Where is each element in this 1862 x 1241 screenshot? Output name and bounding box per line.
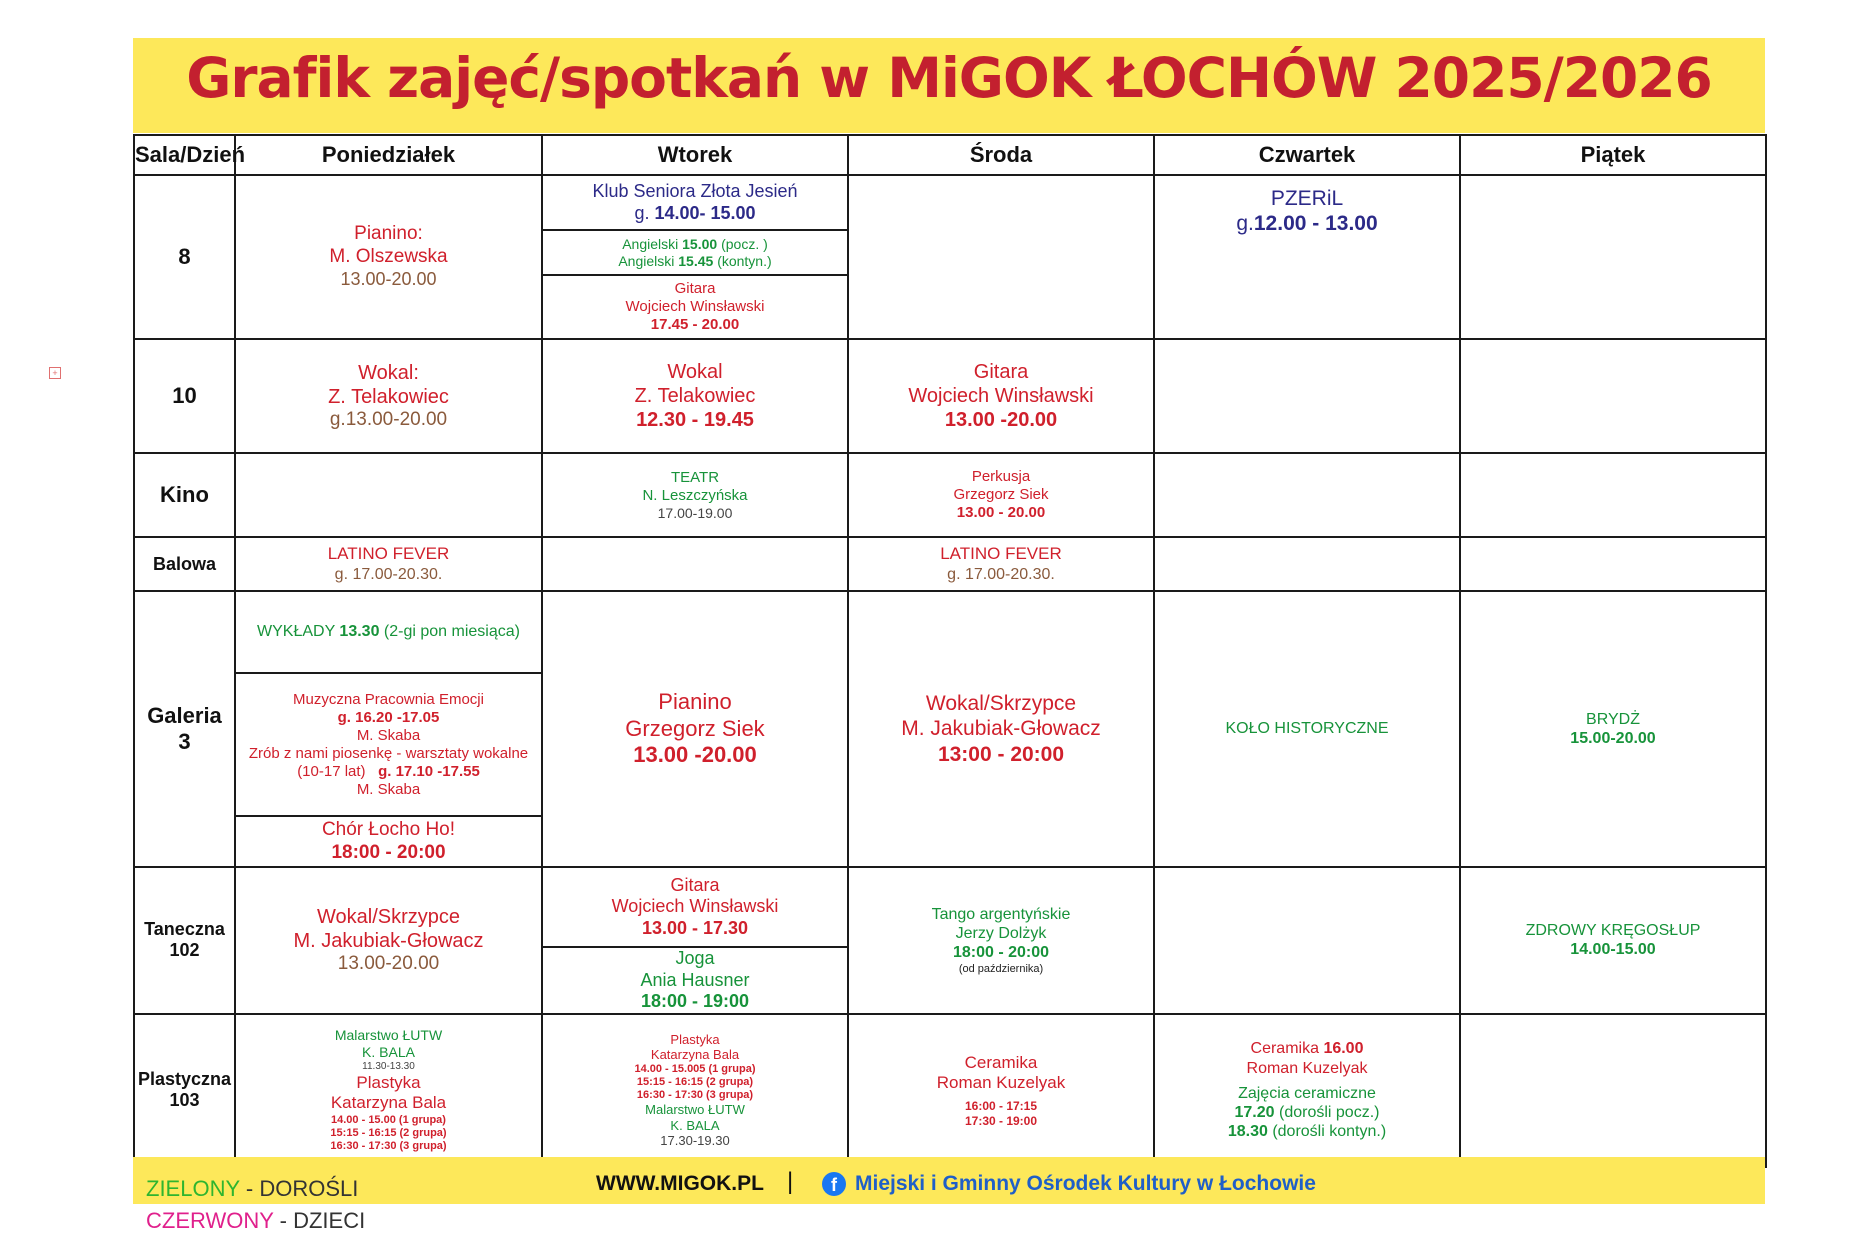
activity-time: 13.30 xyxy=(339,623,380,641)
row-room-plastyczna-103 xyxy=(134,1014,1766,1167)
activity-instructor: Wojciech Winsławski xyxy=(625,298,765,315)
cell-10-monday xyxy=(235,339,542,453)
activity-time: 13.00 -20.00 xyxy=(944,409,1058,431)
header-day-tuesday: Wtorek xyxy=(542,135,848,175)
activity-time: 18:00 - 20:00 xyxy=(331,841,446,863)
activity-block-yoga xyxy=(543,946,847,1013)
activity-title: Ceramika xyxy=(964,1052,1038,1072)
cell-10-wednesday xyxy=(848,339,1154,453)
row-room-8 xyxy=(134,175,1766,339)
activity-title: Pianino: xyxy=(354,223,423,245)
room-label-line: 3 xyxy=(178,729,191,754)
cell-taneczna-thursday xyxy=(1154,867,1460,1014)
activity-note: (dorośli kontyn.) xyxy=(1272,1123,1387,1141)
activity-time: g. 17.00-20.30. xyxy=(334,565,443,583)
activity-time-prefix: g. xyxy=(1236,212,1254,236)
anchor-marker-icon: + xyxy=(49,367,61,379)
activity-time: 16:30 - 17:30 (3 grupa) xyxy=(330,1140,447,1153)
cell-10-tuesday xyxy=(542,339,848,453)
cell-10-thursday xyxy=(1154,339,1460,453)
cell-balowa-thursday xyxy=(1154,537,1460,591)
activity-instructor: M. Skaba xyxy=(356,726,421,744)
activity-title: LATINO FEVER xyxy=(940,544,1062,564)
activity-title: Zrób z nami piosenkę - warsztaty wokalne xyxy=(248,744,529,762)
cell-galeria-thursday xyxy=(1154,591,1460,867)
row-room-kino xyxy=(134,453,1766,537)
activity-note: (od października) xyxy=(958,962,1044,975)
room-label-line: Plastyczna xyxy=(137,1068,232,1089)
header-day-monday: Poniedziałek xyxy=(235,135,542,175)
activity-instructor: Katarzyna Bala xyxy=(330,1093,447,1113)
cell-plastyczna-wednesday xyxy=(848,1014,1154,1167)
activity-title: Malarstwo ŁUTW xyxy=(645,1102,745,1118)
cell-taneczna-friday xyxy=(1460,867,1766,1014)
cell-galeria-wednesday xyxy=(848,591,1154,867)
header-day-wednesday: Środa xyxy=(848,135,1154,175)
activity-instructor: N. Leszczyńska xyxy=(642,486,748,504)
activity-instructor: Jerzy Dolżyk xyxy=(955,925,1047,943)
cell-kino-friday xyxy=(1460,453,1766,537)
room-label-taneczna-102 xyxy=(134,867,235,1014)
activity-title: Plastyka xyxy=(356,1072,421,1092)
activity-title: Angielski xyxy=(622,235,679,252)
activity-instructor: M. Jakubiak-Głowacz xyxy=(293,929,484,952)
activity-time: 13.00 - 20.00 xyxy=(956,504,1046,521)
activity-title: Perkusja xyxy=(971,468,1031,485)
room-label-line: Taneczna xyxy=(144,918,225,939)
legend-color-word: ZIELONY xyxy=(146,1176,240,1201)
activity-time: 17:30 - 19:00 xyxy=(964,1113,1038,1128)
activity-time: 17.30-19.30 xyxy=(660,1133,730,1149)
activity-title: Wokal xyxy=(667,361,723,383)
activity-title: Wokal: xyxy=(358,361,419,384)
activity-time: 18.30 xyxy=(1227,1123,1268,1141)
activity-instructor: Grzegorz Siek xyxy=(625,715,765,741)
activity-block-choir xyxy=(236,815,541,866)
activity-instructor: Katarzyna Bala xyxy=(650,1047,740,1063)
activity-time: 14.00-15.00 xyxy=(1570,941,1656,959)
legend-color-word: CZERWONY xyxy=(146,1208,274,1233)
activity-time: 17.00-19.00 xyxy=(657,504,733,521)
activity-instructor: Roman Kuzelyak xyxy=(936,1072,1066,1092)
row-room-balowa xyxy=(134,537,1766,591)
row-room-galeria-3 xyxy=(134,591,1766,867)
facebook-icon[interactable]: f xyxy=(822,1172,846,1196)
cell-galeria-tuesday xyxy=(542,591,848,867)
activity-instructor: Z. Telakowiec xyxy=(634,385,756,407)
activity-block-guitar xyxy=(543,274,847,338)
activity-time: 15:15 - 16:15 (2 grupa) xyxy=(330,1126,447,1139)
activity-time: 14.00 - 15.00 (1 grupa) xyxy=(331,1113,446,1126)
activity-block-lectures xyxy=(236,592,541,672)
activity-title: Wokal/Skrzypce xyxy=(316,905,460,928)
activity-note: (dorośli pocz.) xyxy=(1279,1103,1380,1121)
activity-time: 16:30 - 17:30 (3 grupa) xyxy=(636,1089,754,1102)
header-row xyxy=(134,135,1766,175)
activity-block-english xyxy=(543,229,847,274)
activity-time-prefix: g. xyxy=(634,202,650,223)
activity-time: 13.00-20.00 xyxy=(337,952,440,974)
activity-title: Zajęcia ceramiczne xyxy=(1238,1084,1376,1102)
cell-plastyczna-monday xyxy=(235,1014,542,1167)
activity-title: Gitara xyxy=(973,361,1029,383)
header-day-friday: Piątek xyxy=(1460,135,1766,175)
activity-title: Joga xyxy=(675,948,715,968)
cell-kino-tuesday xyxy=(542,453,848,537)
cell-balowa-monday xyxy=(235,537,542,591)
cell-galeria-friday xyxy=(1460,591,1766,867)
activity-title: BRYDŻ xyxy=(1586,710,1640,728)
facebook-page-link[interactable]: Miejski i Gminny Ośrodek Kultury w Łochowie xyxy=(855,1172,1316,1195)
activity-time: 13.00 - 17.30 xyxy=(641,917,749,938)
activity-time: g. 16.20 -17.05 xyxy=(337,708,440,726)
cell-taneczna-monday xyxy=(235,867,542,1014)
cell-8-thursday xyxy=(1154,175,1460,339)
activity-title: KOŁO HISTORYCZNE xyxy=(1225,720,1389,738)
cell-taneczna-tuesday xyxy=(542,867,848,1014)
activity-instructor: M. Jakubiak-Głowacz xyxy=(901,717,1101,741)
room-label-galeria-3 xyxy=(134,591,235,867)
activity-title: WYKŁADY xyxy=(257,623,335,641)
activity-time: 17.20 xyxy=(1234,1103,1275,1121)
activity-instructor: Ania Hausner xyxy=(640,969,750,990)
activity-title: Gitara xyxy=(674,280,716,297)
activity-block-music-workshop xyxy=(236,672,541,815)
activity-time: 14.00- 15.00 xyxy=(654,202,756,223)
activity-time: 15.45 xyxy=(678,252,714,269)
legend-description: - DOROŚLI xyxy=(245,1176,359,1201)
activity-instructor: Z. Telakowiec xyxy=(328,385,449,408)
activity-note: (pocz. ) xyxy=(721,235,768,252)
cell-8-tuesday xyxy=(542,175,848,339)
schedule-table xyxy=(133,134,1767,1168)
activity-instructor: M. Olszewska xyxy=(329,246,448,268)
activity-title: Wokal/Skrzypce xyxy=(925,692,1077,716)
activity-time: 14.00 - 15.005 (1 grupa) xyxy=(634,1062,756,1075)
footer-separator: | xyxy=(787,1168,794,1195)
activity-title: Angielski xyxy=(618,252,675,269)
page-title: Grafik zajęć/spotkań w MiGOK ŁOCHÓW 2025/2026 xyxy=(186,46,1712,110)
cell-8-friday xyxy=(1460,175,1766,339)
activity-block-guitar xyxy=(543,868,847,946)
activity-time: 15.00 xyxy=(682,235,718,252)
legend-adults xyxy=(146,1176,358,1202)
activity-instructor: Wojciech Winsławski xyxy=(611,896,779,917)
header-day-thursday: Czwartek xyxy=(1154,135,1460,175)
activity-instructor: K. BALA xyxy=(362,1044,415,1061)
cell-plastyczna-tuesday xyxy=(542,1014,848,1167)
activity-title: Pianino xyxy=(658,689,732,715)
activity-time: 15:15 - 16:15 (2 grupa) xyxy=(636,1075,754,1088)
room-label-line: Galeria xyxy=(147,702,222,728)
activity-time: 13.00-20.00 xyxy=(340,269,437,289)
row-room-10 xyxy=(134,339,1766,453)
room-label-line: 103 xyxy=(169,1090,200,1111)
cell-balowa-friday xyxy=(1460,537,1766,591)
cell-kino-monday xyxy=(235,453,542,537)
activity-title: Klub Seniora Złota Jesień xyxy=(592,180,798,201)
cell-kino-wednesday xyxy=(848,453,1154,537)
activity-instructor: Grzegorz Siek xyxy=(953,486,1049,503)
header-corner: Sala/Dzień xyxy=(134,135,235,175)
cell-8-wednesday xyxy=(848,175,1154,339)
activity-instructor: Roman Kuzelyak xyxy=(1246,1059,1368,1077)
activity-title: Muzyczna Pracownia Emocji xyxy=(293,690,484,708)
activity-note: (10-17 lat) xyxy=(297,762,366,780)
activity-time: 12.00 - 13.00 xyxy=(1253,212,1378,236)
activity-time: 17.45 - 20.00 xyxy=(650,316,740,333)
website-link[interactable]: WWW.MIGOK.PL xyxy=(596,1172,764,1195)
cell-galeria-monday xyxy=(235,591,542,867)
room-label-balowa: Balowa xyxy=(134,537,235,591)
activity-instructor: K. BALA xyxy=(670,1117,720,1133)
activity-time: 18:00 - 19:00 xyxy=(640,991,750,1012)
activity-title: PZERiL xyxy=(1270,187,1344,210)
room-label-plastyczna-103 xyxy=(134,1014,235,1167)
activity-instructor: Wojciech Winsławski xyxy=(908,385,1094,407)
activity-block-senior-club xyxy=(543,176,847,229)
activity-note: (kontyn.) xyxy=(717,252,772,269)
legend-children xyxy=(146,1208,365,1234)
cell-10-friday xyxy=(1460,339,1766,453)
activity-time: 13.00 -20.00 xyxy=(633,742,757,768)
activity-time: g. 17.00-20.30. xyxy=(947,565,1055,583)
room-label-8: 8 xyxy=(134,175,235,339)
activity-title: Ceramika xyxy=(1250,1040,1319,1058)
cell-balowa-wednesday xyxy=(848,537,1154,591)
cell-balowa-tuesday xyxy=(542,537,848,591)
activity-instructor: M. Skaba xyxy=(356,780,421,798)
activity-title: TEATR xyxy=(670,468,720,486)
activity-time: g. 17.10 -17.55 xyxy=(378,762,480,780)
activity-time: 16.00 xyxy=(1323,1040,1364,1058)
legend-description: - DZIECI xyxy=(279,1208,366,1233)
activity-note: (2-gi pon miesiąca) xyxy=(383,623,520,641)
activity-title: Chór Łocho Ho! xyxy=(321,818,456,840)
activity-title: Plastyka xyxy=(670,1031,720,1047)
activity-time: 15.00-20.00 xyxy=(1570,730,1656,747)
cell-taneczna-wednesday xyxy=(848,867,1154,1014)
activity-time: 12.30 - 19.45 xyxy=(636,409,754,431)
activity-title: ZDROWY KRĘGOSŁUP xyxy=(1525,922,1701,940)
row-room-taneczna-102 xyxy=(134,867,1766,1014)
activity-time: 18:00 - 20:00 xyxy=(952,944,1050,962)
cell-kino-thursday xyxy=(1154,453,1460,537)
cell-plastyczna-friday xyxy=(1460,1014,1766,1167)
activity-time: g.13.00-20.00 xyxy=(329,408,448,430)
activity-title: Tango argentyńskie xyxy=(931,906,1071,924)
cell-plastyczna-thursday xyxy=(1154,1014,1460,1167)
activity-title: Malarstwo ŁUTW xyxy=(334,1027,443,1044)
activity-time: 11.30-13.30 xyxy=(362,1060,415,1072)
room-label-kino: Kino xyxy=(134,453,235,537)
activity-time: 13:00 - 20:00 xyxy=(937,742,1065,766)
activity-title: LATINO FEVER xyxy=(327,544,450,564)
activity-time: 16:00 - 17:15 xyxy=(964,1099,1038,1114)
activity-title: Gitara xyxy=(670,874,720,895)
room-label-10: 10 xyxy=(134,339,235,453)
room-label-line: 102 xyxy=(169,940,200,961)
cell-8-monday xyxy=(235,175,542,339)
